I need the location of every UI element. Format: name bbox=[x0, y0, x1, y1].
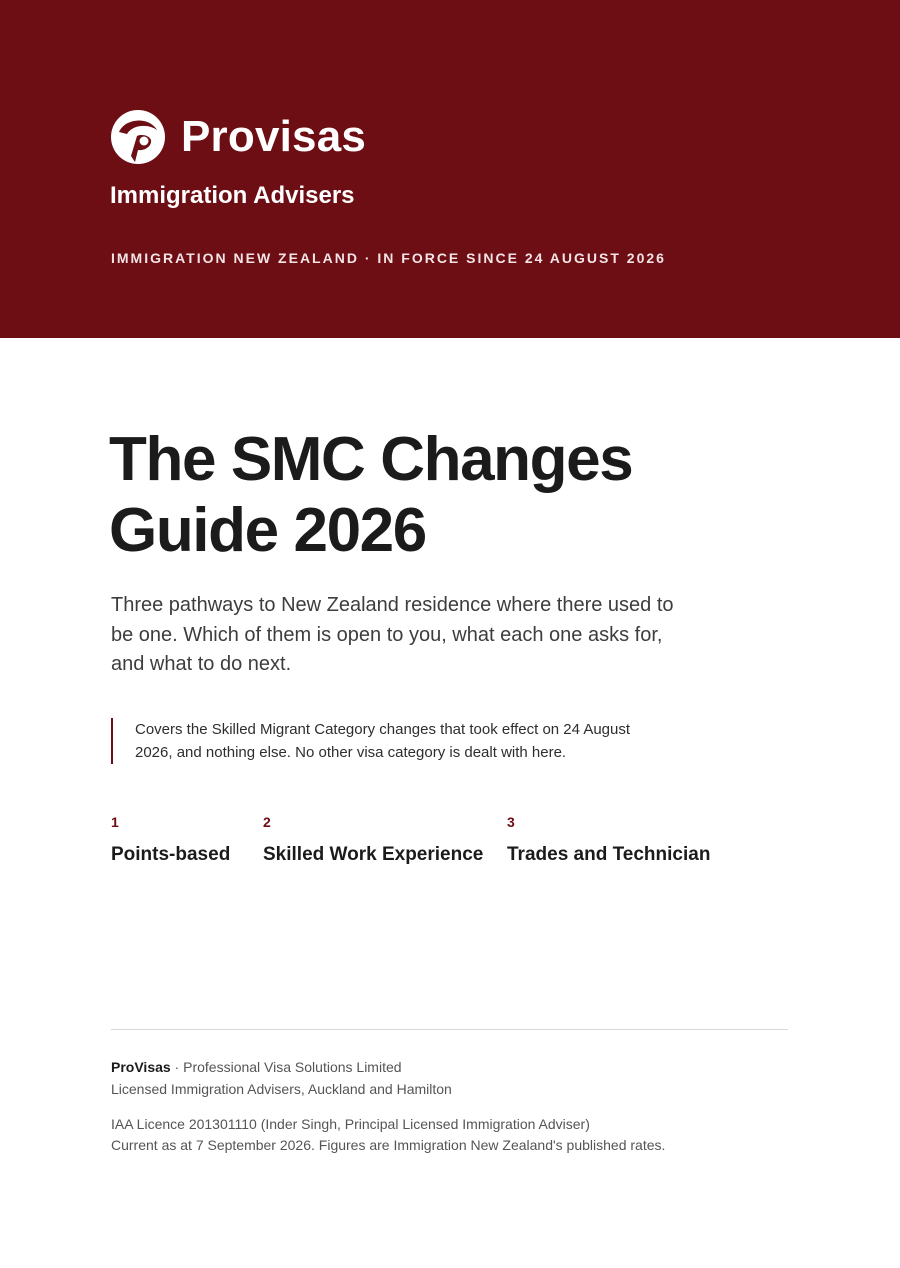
brand-logo bbox=[111, 110, 366, 164]
lede-paragraph: Three pathways to New Zealand residence where there used to be one. Which of them is open to you, what each one asks for, and what to do next. bbox=[111, 594, 674, 675]
pathway-name: Trades and Technician bbox=[507, 844, 711, 865]
brand-tagline: Immigration Advisers bbox=[110, 182, 355, 209]
pathway-number: 1 bbox=[111, 814, 119, 830]
footer-company-short: ProVisas bbox=[111, 1059, 171, 1075]
pathway-item-points-based bbox=[111, 812, 230, 867]
footer-currency-note: Current as at 7 September 2026. Figures are Immigration New Zealand's published rates. bbox=[111, 1137, 666, 1153]
footer-licence: IAA Licence 201301110 (Inder Singh, Principal Licensed Immigration Adviser) bbox=[111, 1116, 590, 1132]
footer-company-full: Professional Visa Solutions Limited bbox=[183, 1059, 402, 1075]
footer-legal-block bbox=[111, 1114, 665, 1156]
scope-note: Covers the Skilled Migrant Category changes that took effect on 24 August 2026, and nothing else. No other visa category is dealt with here. bbox=[111, 718, 641, 764]
footer-company-block bbox=[111, 1056, 452, 1100]
pathway-item-skilled-work-experience bbox=[263, 812, 483, 867]
pathway-list bbox=[0, 812, 900, 872]
provisas-logo-icon bbox=[111, 110, 165, 164]
pathway-name: Skilled Work Experience bbox=[263, 844, 484, 865]
pathway-number: 3 bbox=[507, 814, 515, 830]
cover-header bbox=[0, 0, 900, 338]
pathway-name: Points-based bbox=[111, 844, 231, 865]
header-kicker: IMMIGRATION NEW ZEALAND · IN FORCE SINCE 24 AUGUST 2026 bbox=[111, 250, 666, 266]
pathway-number: 2 bbox=[263, 814, 271, 830]
footer-divider bbox=[111, 1029, 788, 1030]
pathway-item-trades-and-technician bbox=[507, 812, 710, 867]
footer-company-desc: Licensed Immigration Advisers, Auckland and Hamilton bbox=[111, 1081, 452, 1097]
brand-name: Provisas bbox=[181, 112, 367, 161]
page-title: The SMC Changes Guide 2026 bbox=[109, 425, 633, 565]
footer-company-line bbox=[111, 1056, 452, 1078]
footer-separator: · bbox=[170, 1059, 184, 1075]
